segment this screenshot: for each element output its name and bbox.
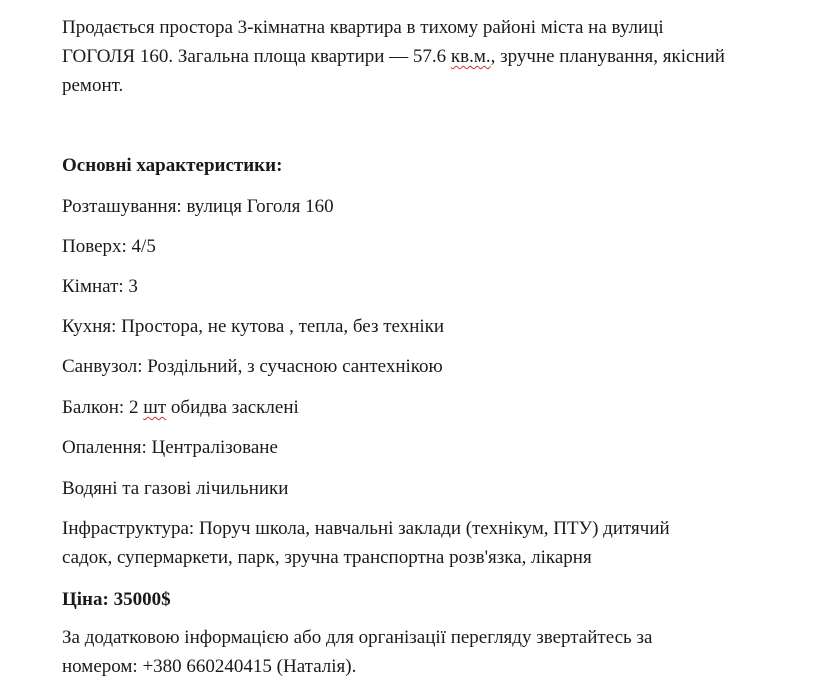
rooms-line: Кімнат: 3: [62, 276, 138, 297]
infrastructure-line-1: Інфраструктура: Поруч школа, навчальні заклади (технікум, ПТУ) дитячий: [62, 518, 670, 539]
contact-line-2: номером: +380 660240415 (Наталія).: [62, 656, 357, 677]
intro-line-2: [62, 42, 725, 71]
intro-paragraph: [62, 13, 725, 100]
balcony-line: [62, 393, 299, 422]
balcony-line-end: обидва засклені: [166, 397, 299, 418]
kitchen-line: Кухня: Простора, не кутова , тепла, без техніки: [62, 316, 445, 337]
floor-line: Поверх: 4/5: [62, 236, 156, 257]
intro-line-3: ремонт.: [62, 75, 124, 96]
location-line: Розташування: вулиця Гоголя 160: [62, 196, 334, 217]
features-heading: Основні характеристики:: [62, 155, 283, 176]
heating-line: Опалення: Централізоване: [62, 437, 278, 458]
spellcheck-word-area-unit[interactable]: кв.м.: [450, 46, 491, 67]
intro-line-1: Продається простора 3-кімнатна квартира в тихому районі міста на вулиці: [62, 17, 664, 38]
intro-line-2-end: , зручне планування, якісний: [490, 46, 725, 67]
bathroom-line: Санвузол: Роздільний, з сучасною сантехнікою: [62, 356, 443, 377]
contact-paragraph: [62, 623, 652, 681]
infrastructure-paragraph: [62, 514, 670, 572]
balcony-line-start: Балкон: 2: [62, 397, 144, 418]
price-line: Ціна: 35000$: [62, 589, 171, 610]
meters-line: Водяні та газові лічильники: [62, 478, 289, 499]
intro-line-2-start: ГОГОЛЯ 160. Загальна площа квартири — 57.6: [62, 46, 451, 67]
spellcheck-word-pieces[interactable]: шт: [143, 397, 167, 418]
contact-line-1: За додатковою інформацією або для організації перегляду звертайтесь за: [62, 627, 653, 648]
infrastructure-line-2: садок, супермаркети, парк, зручна транспортна розв'язка, лікарня: [62, 547, 592, 568]
